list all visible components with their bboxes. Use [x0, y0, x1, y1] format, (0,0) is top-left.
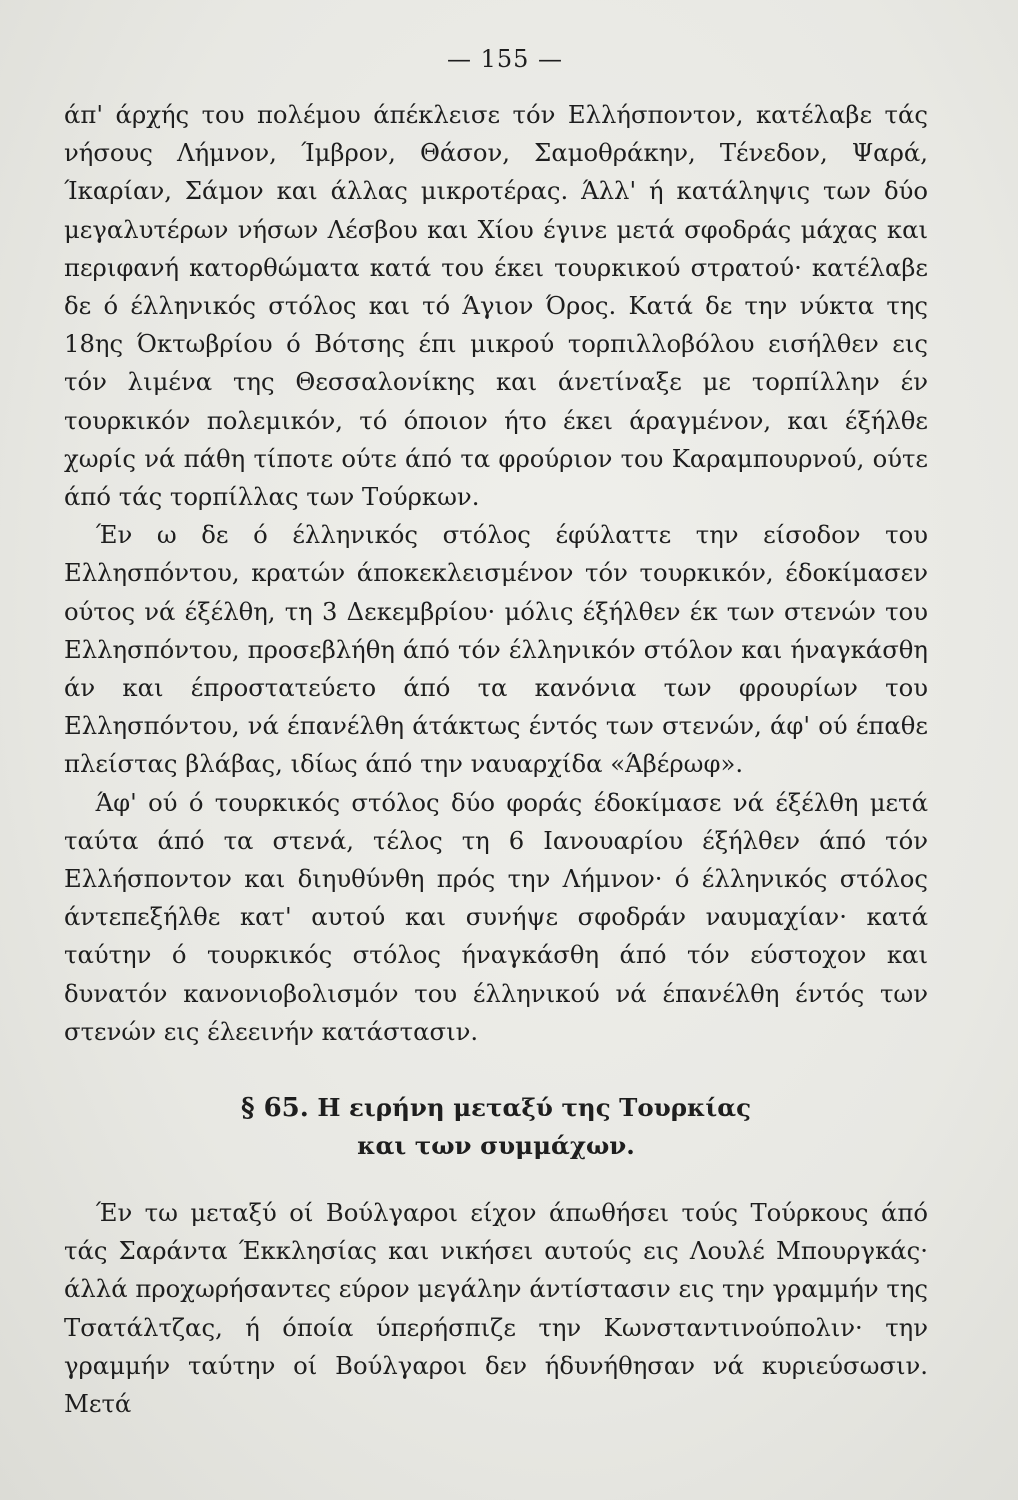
page-number: — 155 — [446, 45, 564, 73]
section-heading-line-1 [64, 1089, 928, 1127]
paragraph-2: Έν ω δε ό έλληνικός στόλος έφύλαττε την είσοδον του Ελλησπόντου, κρατών άποκεκλεισμένον τόν τουρκικόν, έδοκίμασεν ούτος νά έξέλθη, τη 3 Δεκεμβρίου· μόλις έξήλθεν έκ των στενών του Ελλησπόντου, προσεβλήθη άπό τόν έλληνικόν στόλον και ήναγκάσθη άν και έπροστατεύετο άπό τα κανόνια των φρουρίων του Ελλησπόντου, νά έπανέλθη άτάκτως έντός των στενών, άφ' ού έπαθε πλείστας βλάβας, ιδίως άπό την ναυαρχίδα «Άβέρωφ». [64, 520, 928, 779]
section-number: § 65. [240, 1093, 309, 1124]
section-title-line-1: Η ειρήνη μεταξύ της Τουρκίας [317, 1093, 752, 1123]
paragraph-3: Άφ' ού ό τουρκικός στόλος δύο φοράς έδοκίμασε νά έξέλθη μετά ταύτα άπό τα στενά, τέλος τη 6 Ιανουαρίου έξήλθεν άπό τόν Ελλήσποντον και διηυθύνθη πρός την Λήμνον· ό έλληνικός στόλος άντεπεξήλθε κατ' αυτού και συνήψε σφοδράν ναυμαχίαν· κατά ταύτην ό τουρκικός στόλος ήναγκάσθη άπό τόν εύστοχον και δυνατόν κανονιοβολισμόν του έλληνικού νά έπανέλθη έντός των στενών εις έλεεινήν κατάστασιν. [64, 787, 928, 1046]
section-heading [64, 1089, 928, 1164]
paragraph-4: Έν τω μεταξύ οί Βούλγαροι είχον άπωθήσει τούς Τούρκους άπό τάς Σαράντα Έκκλησίας και νικήσει αυτούς εις Λουλέ Μπουργκάς· άλλά προχωρήσαντες εύρον μεγάλην άντίστασιν εις την γραμμήν της Τσατάλτζας, ή όποία ύπερήσπιζε την Κωνσταντινούπολιν· την γραμμήν ταύτην οί Βούλγαροι δεν ήδυνήθησαν νά κυριεύσωσιν. Μετά [64, 1198, 928, 1419]
section-title-line-2: και των συμμάχων. [357, 1131, 635, 1161]
paragraph-1: άπ' άρχής του πολέμου άπέκλεισε τόν Ελλήσποντον, κατέλαβε τάς νήσους Λήμνον, Ίμβρον, Θάσον, Σαμοθράκην, Τένεδον, Ψαρά, Ίκαρίαν, Σάμον και άλλας μικροτέρας. Άλλ' ή κατάληψις των δύο μεγαλυτέρων νήσων Λέσβου και Χίου έγινε μετά σφοδράς μάχας και περιφανή κατορθώματα κατά του έκει τουρκικού στρατού· κατέλαβε δε ό έλληνικός στόλος και τό Άγιον Όρος. Κατά δε την νύκτα της 18ης Όκτωβρίου ό Βότσης έπι μικρού τορπιλλοβόλου εισήλθεν εις τόν λιμένα της Θεσσαλονίκης και άνετίναξε με τορπίλλην έν τουρκικόν πολεμικόν, τό όποιον ήτο έκει άραγμένον, και έξήλθε χωρίς νά πάθη τίποτε ούτε άπό τα φρούριον του Καραμπουρνού, ούτε άπό τάς τορπίλλας των Τούρκων. [64, 100, 928, 512]
